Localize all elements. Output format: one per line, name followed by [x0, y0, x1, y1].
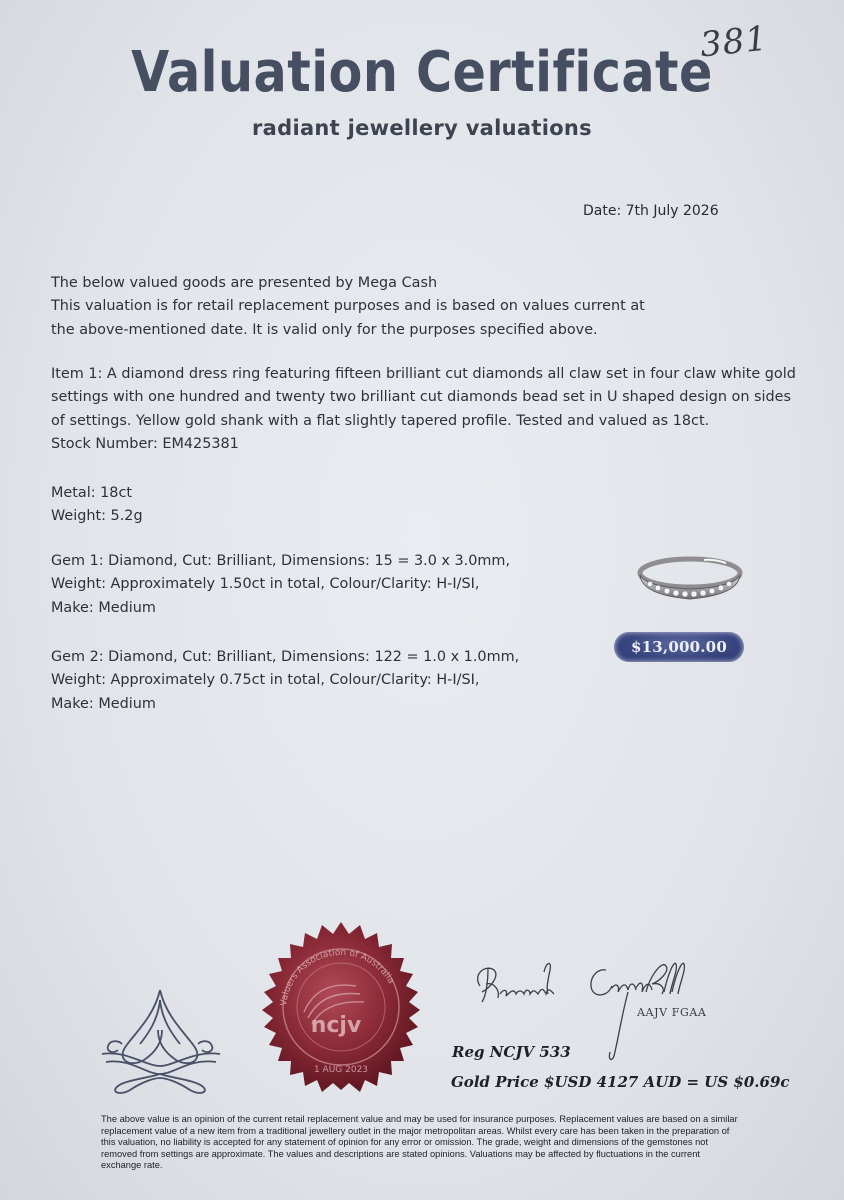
valuer-credentials: AAJV FGAA — [637, 1006, 707, 1019]
seal-date: 1 AUG 2023 — [313, 1065, 369, 1075]
disclaimer-line: exchange rate. — [101, 1160, 163, 1171]
disclaimer-line: removed from settings are approximate. The values and descriptions are stated opinions. Valuations may be affected by fluctuations in the current — [101, 1148, 700, 1159]
gem-line: Make: Medium — [51, 695, 156, 712]
gem-line: Gem 2: Diamond, Cut: Brilliant, Dimensions: 122 = 1.0 x 1.0mm, — [51, 649, 520, 665]
item-line: settings with one hundred and twenty two brilliant cut diamonds bead set in U shaped design on sides — [51, 389, 792, 406]
metal-details — [51, 482, 781, 529]
valuation-date: Date: 7th July 2026 — [583, 203, 719, 219]
gem-line: Gem 1: Diamond, Cut: Brilliant, Dimensions: 15 = 3.0 x 3.0mm, — [51, 553, 511, 569]
disclaimer-line: replacement value of a new item from a traditional jewellery outlet in the major metropolitan areas. Whilst every care has been taken in the preparation of — [101, 1125, 730, 1136]
registration-number: Reg NCJV 533 — [452, 1043, 571, 1061]
intro-line: This valuation is for retail replacement purposes and is based on values current at — [51, 298, 645, 315]
item-line: Item 1: A diamond dress ring featuring fifteen brilliant cut diamonds all claw set in four claw white gold — [51, 366, 796, 382]
intro-line: the above-mentioned date. It is valid only for the purposes specified above. — [51, 321, 598, 338]
intro-paragraph — [51, 272, 781, 342]
stock-number: Stock Number: EM425381 — [51, 435, 239, 452]
gold-price: Gold Price $USD 4127 AUD = US $0.69c — [451, 1073, 790, 1091]
swirl-logo — [96, 986, 228, 1096]
gem-line: Weight: Approximately 1.50ct in total, Colour/Clarity: H-I/SI, — [51, 576, 480, 593]
gem-line: Weight: Approximately 0.75ct in total, Colour/Clarity: H-I/SI, — [51, 672, 480, 689]
handwritten-number: 381 — [698, 18, 770, 66]
metal-weight: Weight: 5.2g — [51, 508, 143, 525]
disclaimer-line: The above value is an opinion of the current retail replacement value and may be used for insurance purposes. Replacement values are based on a similar — [101, 1114, 738, 1124]
disclaimer — [101, 1114, 773, 1172]
disclaimer-line: this valuation, no liability is accepted for any statement of opinion for any error or omission. The grade, weight and dimensions of the gemstones not — [101, 1137, 709, 1148]
item-description — [51, 363, 796, 456]
item-line: of settings. Yellow gold shank with a flat slightly tapered profile. Tested and valued as 18ct. — [51, 412, 710, 429]
certificate-subtitle: radiant jewellery valuations — [251, 116, 592, 140]
certificate-title: Valuation Certificate — [131, 40, 713, 105]
seal-ring-text: Valuers Association of Australia — [279, 947, 396, 1007]
intro-line: The below valued goods are presented by Mega Cash — [51, 275, 438, 291]
gem-line: Make: Medium — [51, 599, 156, 616]
ring-photo — [634, 551, 746, 605]
seal-brand: ncjv — [310, 1013, 362, 1038]
ncjv-seal — [256, 920, 426, 1092]
price-badge: $13,000.00 — [614, 632, 744, 662]
metal-type: Metal: 18ct — [51, 485, 133, 501]
